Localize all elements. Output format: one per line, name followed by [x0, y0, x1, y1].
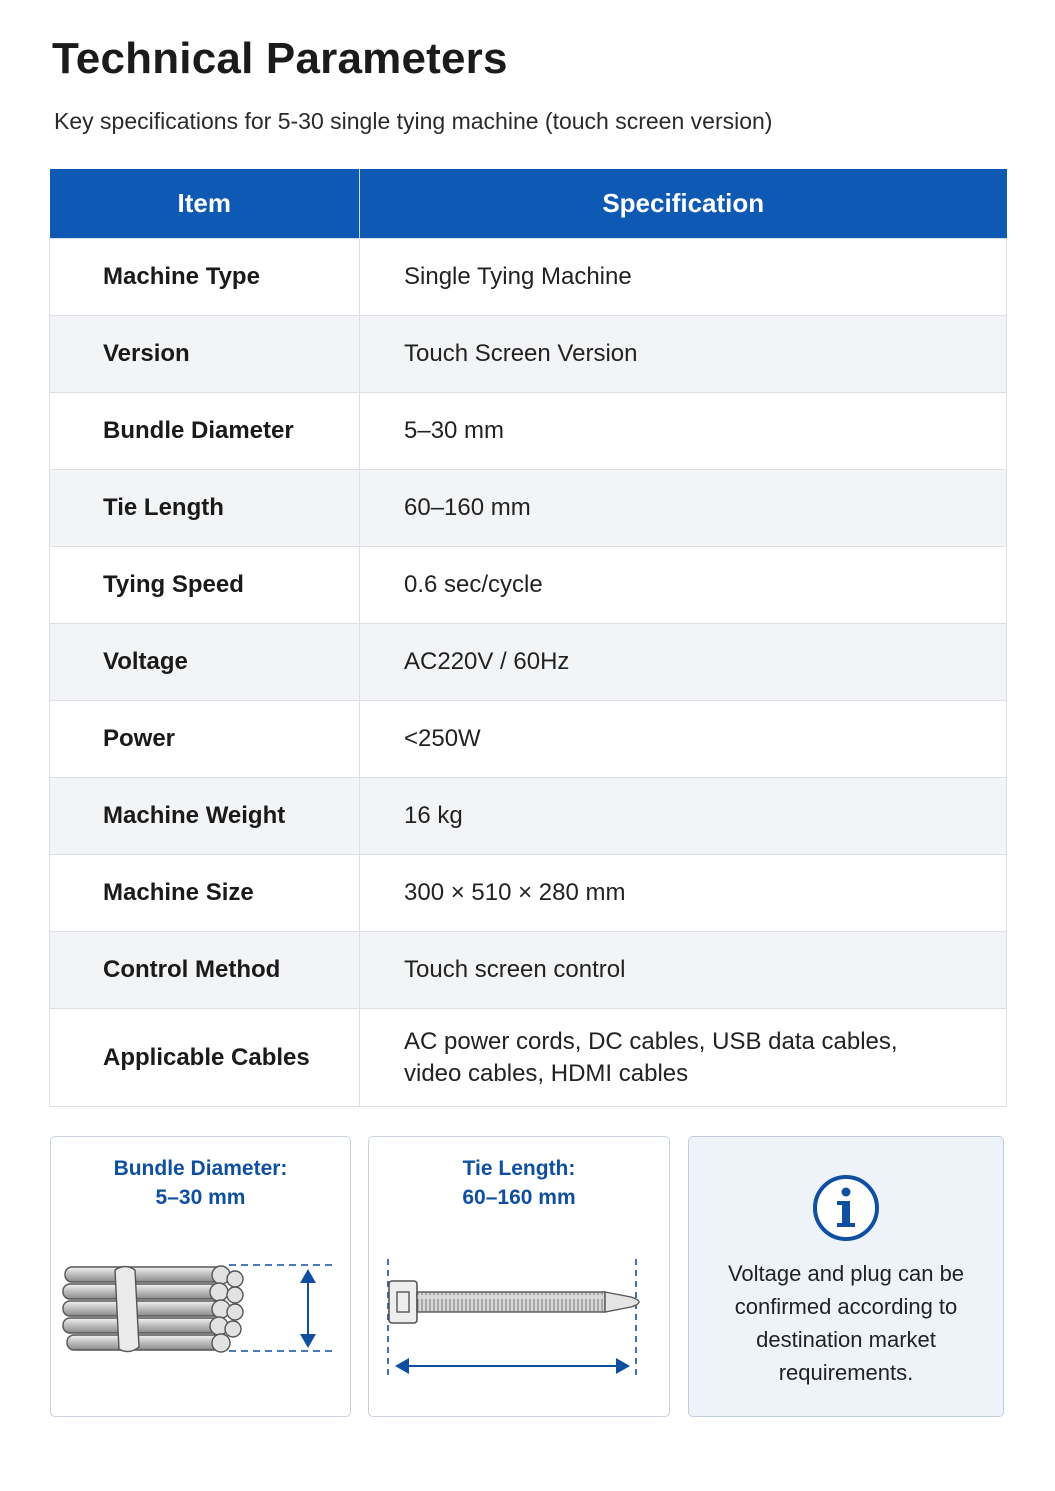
table-header-row [50, 169, 1007, 239]
row-item: Power [50, 701, 360, 778]
tie-length-card [368, 1136, 670, 1417]
bundle-diameter-label: Bundle Diameter: 5–30 mm [113, 1157, 288, 1209]
value-line: AC power cords, DC cables, USB data cables, [404, 1027, 898, 1055]
value-line: video cables, HDMI cables [404, 1059, 689, 1087]
table-row [50, 470, 1007, 547]
row-value: 16 kg [360, 778, 1007, 855]
bundle-diameter-card [50, 1136, 351, 1417]
cable-tie-icon [369, 1137, 671, 1418]
page-title: Technical Parameters [52, 34, 508, 83]
row-item: Machine Type [50, 239, 360, 316]
row-item: Control Method [50, 932, 360, 1009]
row-value: <250W [360, 701, 1007, 778]
table-row [50, 547, 1007, 624]
row-value: Touch screen control [360, 932, 1007, 1009]
info-card [688, 1136, 1004, 1417]
row-item: Tie Length [50, 470, 360, 547]
row-item: Machine Size [50, 855, 360, 932]
info-text: Voltage and plug can be confirmed according to destination market requirements. [727, 1261, 965, 1385]
page-subtitle: Key specifications for 5-30 single tying machine (touch screen version) [54, 108, 773, 134]
table-row [50, 1009, 1007, 1107]
row-value: Single Tying Machine [360, 239, 1007, 316]
row-value: Touch Screen Version [360, 316, 1007, 393]
info-icon [811, 1173, 881, 1243]
row-item: Tying Speed [50, 547, 360, 624]
row-value: AC220V / 60Hz [360, 624, 1007, 701]
table-row [50, 778, 1007, 855]
spec-table [49, 169, 1007, 1107]
row-item: Machine Weight [50, 778, 360, 855]
table-row [50, 932, 1007, 1009]
row-item: Voltage [50, 624, 360, 701]
row-item: Applicable Cables [50, 1009, 360, 1107]
tie-length-label: Tie Length: 60–160 mm [462, 1157, 576, 1209]
row-value: 0.6 sec/cycle [360, 547, 1007, 624]
row-item: Bundle Diameter [50, 393, 360, 470]
column-header-specification: Specification [360, 169, 1007, 239]
column-header-item: Item [50, 169, 360, 239]
cable-bundle-icon [51, 1137, 352, 1418]
table-row [50, 624, 1007, 701]
row-value: 5–30 mm [360, 393, 1007, 470]
row-value: 60–160 mm [360, 470, 1007, 547]
table-row [50, 393, 1007, 470]
row-value [360, 1009, 1007, 1107]
table-row [50, 239, 1007, 316]
row-value: 300 × 510 × 280 mm [360, 855, 1007, 932]
table-row [50, 701, 1007, 778]
table-row [50, 855, 1007, 932]
table-row [50, 316, 1007, 393]
row-item: Version [50, 316, 360, 393]
